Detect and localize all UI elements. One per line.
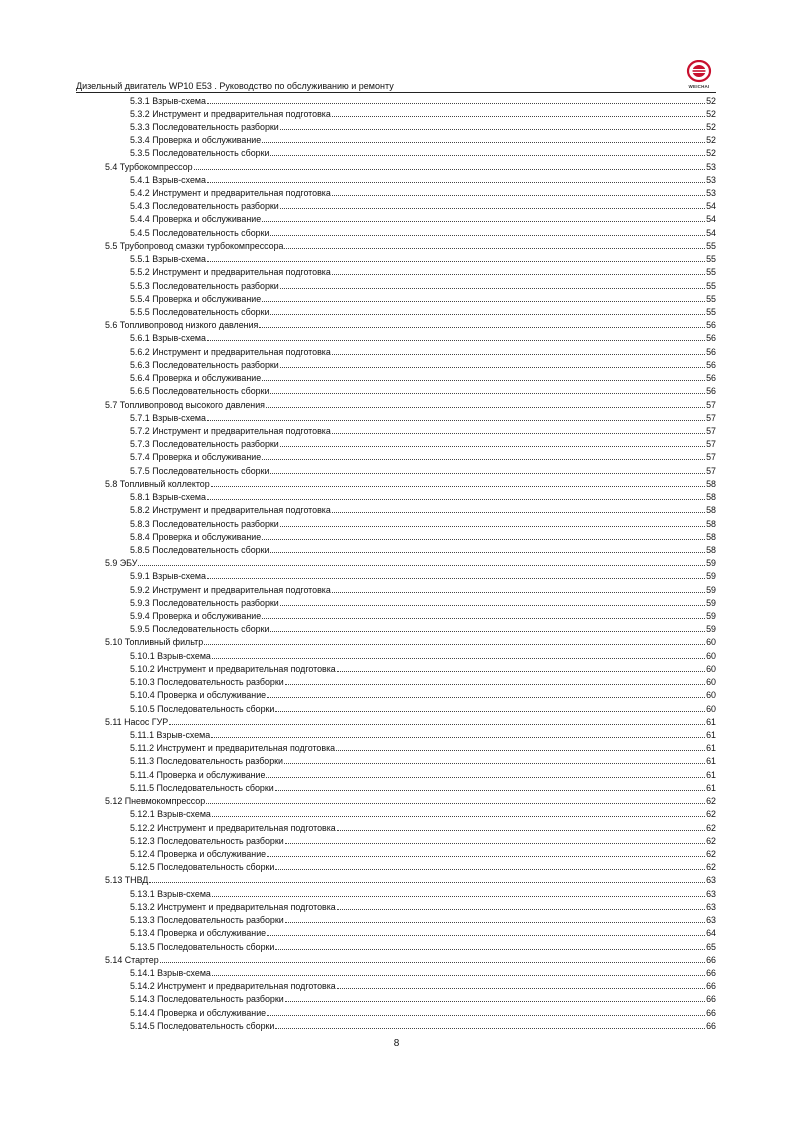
toc-entry-page: 60	[706, 703, 716, 714]
toc-subsection-entry[interactable]	[105, 888, 716, 901]
toc-subsection-entry[interactable]	[105, 280, 716, 293]
toc-entry-page: 52	[706, 95, 716, 106]
toc-section-entry[interactable]	[105, 716, 716, 729]
toc-entry-label: 5.12.2 Инструмент и предварительная подготовка	[130, 822, 336, 833]
toc-dot-leader	[267, 927, 705, 936]
toc-entry-page: 56	[706, 333, 716, 344]
toc-dot-leader	[285, 835, 705, 844]
toc-dot-leader	[280, 280, 705, 289]
toc-entry-page: 59	[706, 558, 716, 569]
toc-dot-leader	[275, 782, 705, 791]
toc-entry-label: 5.11 Насос ГУР	[105, 716, 169, 727]
toc-dot-leader	[194, 161, 706, 170]
toc-dot-leader	[262, 372, 705, 381]
toc-entry-page: 54	[706, 227, 716, 238]
toc-entry-page: 52	[706, 148, 716, 159]
toc-entry-label: 5.3.4 Проверка и обслуживание	[130, 135, 262, 146]
toc-entry-page: 59	[706, 571, 716, 582]
toc-entry-page: 66	[706, 967, 716, 978]
toc-subsection-entry[interactable]	[105, 385, 716, 398]
toc-entry-label: 5.11.2 Инструмент и предварительная подготовка	[130, 743, 336, 754]
toc-subsection-entry[interactable]	[105, 227, 716, 240]
toc-entry-page: 61	[706, 782, 716, 793]
toc-entry-label: 5.13.3 Последовательность разборки	[130, 915, 284, 926]
toc-dot-leader	[207, 174, 705, 183]
toc-entry-label: 5.14.4 Проверка и обслуживание	[130, 1007, 267, 1018]
toc-entry-page: 53	[706, 188, 716, 199]
toc-section-entry[interactable]	[105, 557, 716, 570]
toc-entry-page: 58	[706, 518, 716, 529]
toc-subsection-entry[interactable]	[105, 451, 716, 464]
toc-subsection-entry[interactable]	[105, 663, 716, 676]
document-title: Дизельный двигатель WP10 E53 . Руководство по обслуживанию и ремонту	[76, 81, 394, 91]
toc-entry-label: 5.7.4 Проверка и обслуживание	[130, 452, 262, 463]
toc-dot-leader	[285, 914, 705, 923]
toc-dot-leader	[332, 187, 705, 196]
toc-dot-leader	[284, 240, 705, 249]
toc-dot-leader	[280, 359, 705, 368]
toc-entry-page: 53	[706, 174, 716, 185]
toc-entry-label: 5.5.2 Инструмент и предварительная подготовка	[130, 267, 331, 278]
toc-dot-leader	[337, 822, 705, 831]
toc-dot-leader	[262, 134, 705, 143]
toc-dot-leader	[332, 346, 705, 355]
toc-entry-label: 5.10.3 Последовательность разборки	[130, 677, 284, 688]
toc-dot-leader	[275, 703, 705, 712]
toc-entry-label: 5.5.4 Проверка и обслуживание	[130, 293, 262, 304]
toc-subsection-entry[interactable]	[105, 623, 716, 636]
toc-section-entry[interactable]	[105, 478, 716, 491]
toc-section-entry[interactable]	[105, 874, 716, 887]
toc-dot-leader	[270, 385, 705, 394]
page-number: 8	[393, 1038, 400, 1049]
toc-entry-label: 5.13.4 Проверка и обслуживание	[130, 928, 267, 939]
toc-dot-leader	[212, 650, 705, 659]
toc-subsection-entry[interactable]	[105, 95, 716, 108]
toc-entry-page: 60	[706, 690, 716, 701]
toc-dot-leader	[332, 504, 705, 513]
toc-entry-page: 57	[706, 439, 716, 450]
toc-subsection-entry[interactable]	[105, 531, 716, 544]
toc-subsection-entry[interactable]	[105, 927, 716, 940]
toc-section-entry[interactable]	[105, 954, 716, 967]
toc-entry-page: 59	[706, 624, 716, 635]
toc-subsection-entry[interactable]	[105, 755, 716, 768]
toc-entry-page: 63	[706, 888, 716, 899]
toc-dot-leader	[212, 888, 705, 897]
toc-entry-label: 5.14.3 Последовательность разборки	[130, 994, 284, 1005]
toc-subsection-entry[interactable]	[105, 848, 716, 861]
toc-subsection-entry[interactable]	[105, 372, 716, 385]
toc-dot-leader	[207, 570, 705, 579]
toc-section-entry[interactable]	[105, 636, 716, 649]
toc-dot-leader	[284, 755, 705, 764]
toc-entry-page: 57	[706, 412, 716, 423]
toc-subsection-entry[interactable]	[105, 570, 716, 583]
toc-entry-page: 62	[706, 862, 716, 873]
toc-subsection-entry[interactable]	[105, 610, 716, 623]
toc-subsection-entry[interactable]	[105, 306, 716, 319]
toc-subsection-entry[interactable]	[105, 742, 716, 755]
toc-entry-label: 5.11.5 Последовательность сборки	[130, 782, 274, 793]
toc-subsection-entry[interactable]	[105, 266, 716, 279]
toc-entry-page: 57	[706, 452, 716, 463]
toc-dot-leader	[262, 531, 705, 540]
toc-subsection-entry[interactable]	[105, 359, 716, 372]
toc-entry-label: 5.9.1 Взрыв-схема	[130, 571, 206, 582]
toc-dot-leader	[266, 399, 705, 408]
logo-mark-icon	[684, 60, 714, 84]
toc-dot-leader	[332, 584, 705, 593]
toc-entry-page: 55	[706, 280, 716, 291]
toc-subsection-entry[interactable]	[105, 425, 716, 438]
toc-entry-page: 57	[706, 425, 716, 436]
toc-entry-page: 56	[706, 386, 716, 397]
toc-entry-page: 58	[706, 544, 716, 555]
toc-dot-leader	[332, 425, 705, 434]
toc-entry-page: 55	[706, 293, 716, 304]
toc-dot-leader	[280, 200, 705, 209]
toc-entry-page: 66	[706, 981, 716, 992]
toc-subsection-entry[interactable]	[105, 108, 716, 121]
toc-entry-label: 5.6.4 Проверка и обслуживание	[130, 373, 262, 384]
toc-dot-leader	[270, 623, 705, 632]
toc-subsection-entry[interactable]	[105, 729, 716, 742]
toc-subsection-entry[interactable]	[105, 187, 716, 200]
toc-entry-page: 60	[706, 677, 716, 688]
toc-entry-label: 5.11.1 Взрыв-схема	[130, 730, 211, 740]
toc-subsection-entry[interactable]	[105, 584, 716, 597]
toc-entry-label: 5.6.2 Инструмент и предварительная подготовка	[130, 346, 331, 357]
toc-entry-label: 5.6.3 Последовательность разборки	[130, 359, 279, 370]
toc-entry-page: 65	[706, 941, 716, 952]
table-of-contents	[105, 95, 716, 1034]
toc-subsection-entry[interactable]	[105, 465, 716, 478]
toc-entry-label: 5.12.3 Последовательность разборки	[130, 835, 284, 846]
toc-dot-leader	[207, 332, 705, 341]
toc-dot-leader	[285, 993, 705, 1002]
toc-entry-page: 55	[706, 307, 716, 317]
toc-entry-label: 5.10 Топливный фильтр	[105, 637, 204, 648]
toc-subsection-entry[interactable]	[105, 1020, 716, 1033]
toc-entry-page: 62	[706, 848, 716, 859]
toc-entry-label: 5.8.1 Взрыв-схема	[130, 492, 206, 503]
toc-subsection-entry[interactable]	[105, 121, 716, 134]
toc-subsection-entry[interactable]	[105, 253, 716, 266]
toc-entry-page: 60	[706, 637, 716, 648]
toc-entry-label: 5.7.5 Последовательность сборки	[130, 465, 270, 476]
toc-entry-page: 55	[706, 254, 716, 265]
toc-dot-leader	[332, 108, 705, 117]
toc-subsection-entry[interactable]	[105, 147, 716, 160]
toc-entry-label: 5.10.4 Проверка и обслуживание	[130, 690, 267, 701]
toc-dot-leader	[149, 874, 705, 883]
toc-subsection-entry[interactable]	[105, 332, 716, 345]
toc-entry-label: 5.12.4 Проверка и обслуживание	[130, 848, 267, 859]
toc-dot-leader	[270, 544, 705, 553]
toc-dot-leader	[337, 663, 705, 672]
toc-entry-page: 61	[706, 769, 716, 780]
toc-entry-label: 5.14.1 Взрыв-схема	[130, 967, 211, 978]
toc-dot-leader	[138, 557, 705, 566]
toc-subsection-entry[interactable]	[105, 412, 716, 425]
toc-entry-page: 59	[706, 597, 716, 608]
toc-subsection-entry[interactable]	[105, 650, 716, 663]
toc-dot-leader	[212, 808, 705, 817]
toc-entry-page: 63	[706, 901, 716, 912]
toc-subsection-entry[interactable]	[105, 346, 716, 359]
toc-entry-label: 5.4.4 Проверка и обслуживание	[130, 214, 262, 225]
toc-entry-label: 5.14.5 Последовательность сборки	[130, 1020, 275, 1031]
toc-dot-leader	[280, 518, 705, 527]
toc-entry-label: 5.3.2 Инструмент и предварительная подготовка	[130, 108, 331, 119]
toc-dot-leader	[267, 848, 705, 857]
toc-entry-label: 5.13.2 Инструмент и предварительная подготовка	[130, 901, 336, 912]
toc-entry-page: 62	[706, 822, 716, 833]
toc-entry-label: 5.12.5 Последовательность сборки	[130, 862, 275, 873]
toc-subsection-entry[interactable]	[105, 293, 716, 306]
toc-dot-leader	[267, 689, 705, 698]
toc-entry-page: 61	[706, 716, 716, 727]
toc-entry-page: 57	[706, 399, 716, 410]
toc-entry-page: 59	[706, 611, 716, 622]
toc-dot-leader	[206, 795, 705, 804]
toc-dot-leader	[337, 901, 705, 910]
toc-subsection-entry[interactable]	[105, 769, 716, 782]
toc-subsection-entry[interactable]	[105, 703, 716, 716]
page-header	[76, 60, 716, 93]
toc-entry-page: 55	[706, 240, 716, 251]
toc-dot-leader	[207, 95, 705, 104]
toc-subsection-entry[interactable]	[105, 941, 716, 954]
toc-entry-page: 55	[706, 267, 716, 278]
toc-dot-leader	[262, 451, 705, 460]
toc-dot-leader	[262, 610, 705, 619]
toc-dot-leader	[169, 716, 705, 725]
toc-entry-page: 52	[706, 135, 716, 146]
toc-entry-page: 62	[706, 835, 716, 846]
toc-section-entry[interactable]	[105, 795, 716, 808]
toc-subsection-entry[interactable]	[105, 980, 716, 993]
toc-entry-label: 5.14 Стартер	[105, 954, 159, 965]
toc-dot-leader	[211, 729, 705, 738]
toc-dot-leader	[270, 465, 705, 474]
toc-subsection-entry[interactable]	[105, 822, 716, 835]
toc-entry-label: 5.8 Топливный коллектор	[105, 478, 210, 489]
toc-dot-leader	[275, 1020, 705, 1029]
toc-subsection-entry[interactable]	[105, 491, 716, 504]
toc-subsection-entry[interactable]	[105, 597, 716, 610]
toc-subsection-entry[interactable]	[105, 967, 716, 980]
toc-entry-label: 5.5.3 Последовательность разборки	[130, 280, 279, 291]
toc-subsection-entry[interactable]	[105, 504, 716, 517]
toc-subsection-entry[interactable]	[105, 782, 716, 795]
toc-entry-label: 5.13.1 Взрыв-схема	[130, 888, 211, 899]
toc-entry-label: 5.13 ТНВД	[105, 875, 149, 886]
toc-entry-page: 54	[706, 214, 716, 225]
toc-entry-label: 5.4.5 Последовательность сборки	[130, 227, 270, 238]
toc-entry-label: 5.9.5 Последовательность сборки	[130, 624, 270, 635]
toc-entry-page: 62	[706, 796, 716, 807]
toc-subsection-entry[interactable]	[105, 174, 716, 187]
toc-entry-page: 64	[706, 928, 716, 939]
toc-entry-label: 5.7.3 Последовательность разборки	[130, 439, 279, 450]
toc-entry-label: 5.8.2 Инструмент и предварительная подготовка	[130, 505, 331, 516]
toc-entry-label: 5.7 Топливопровод высокого давления	[105, 399, 265, 410]
toc-dot-leader	[207, 412, 705, 421]
toc-entry-label: 5.9 ЭБУ	[105, 558, 138, 569]
toc-entry-label: 5.9.4 Проверка и обслуживание	[130, 611, 262, 622]
toc-entry-page: 61	[706, 730, 716, 740]
toc-entry-page: 54	[706, 201, 716, 212]
toc-section-entry[interactable]	[105, 319, 716, 332]
toc-entry-page: 58	[706, 505, 716, 516]
toc-entry-label: 5.6.5 Последовательность сборки	[130, 386, 270, 397]
toc-entry-page: 58	[706, 492, 716, 503]
toc-entry-label: 5.3.5 Последовательность сборки	[130, 148, 270, 159]
toc-entry-label: 5.5.1 Взрыв-схема	[130, 254, 206, 265]
toc-dot-leader	[204, 636, 705, 645]
toc-dot-leader	[280, 597, 705, 606]
toc-entry-label: 5.14.2 Инструмент и предварительная подготовка	[130, 981, 336, 992]
toc-dot-leader	[211, 478, 705, 487]
toc-entry-label: 5.9.3 Последовательность разборки	[130, 597, 279, 608]
toc-subsection-entry[interactable]	[105, 861, 716, 874]
toc-subsection-entry[interactable]	[105, 901, 716, 914]
toc-entry-label: 5.8.4 Проверка и обслуживание	[130, 531, 262, 542]
toc-entry-page: 52	[706, 121, 716, 132]
toc-entry-page: 62	[706, 809, 716, 820]
toc-subsection-entry[interactable]	[105, 914, 716, 927]
toc-dot-leader	[285, 676, 705, 685]
toc-entry-label: 5.6 Топливопровод низкого давления	[105, 320, 259, 331]
toc-entry-label: 5.5 Трубопровод смазки турбокомпрессора	[105, 240, 284, 251]
toc-entry-label: 5.4 Турбокомпрессор	[105, 161, 193, 172]
toc-entry-label: 5.13.5 Последовательность сборки	[130, 941, 275, 952]
toc-entry-page: 58	[706, 478, 716, 489]
toc-dot-leader	[207, 491, 705, 500]
toc-entry-page: 66	[706, 1020, 716, 1031]
toc-entry-label: 5.4.1 Взрыв-схема	[130, 174, 206, 185]
toc-entry-label: 5.12 Пневмокомпрессор	[105, 796, 206, 807]
toc-dot-leader	[262, 213, 705, 222]
toc-dot-leader	[262, 293, 705, 302]
toc-dot-leader	[270, 306, 705, 315]
toc-dot-leader	[270, 227, 705, 236]
toc-dot-leader	[270, 147, 705, 156]
toc-entry-page: 66	[706, 954, 716, 965]
toc-entry-page: 56	[706, 359, 716, 370]
toc-subsection-entry[interactable]	[105, 438, 716, 451]
toc-dot-leader	[280, 438, 705, 447]
toc-subsection-entry[interactable]	[105, 544, 716, 557]
toc-dot-leader	[280, 121, 705, 130]
toc-entry-label: 5.3.1 Взрыв-схема	[130, 95, 206, 106]
toc-dot-leader	[212, 967, 705, 976]
toc-subsection-entry[interactable]	[105, 808, 716, 821]
toc-subsection-entry[interactable]	[105, 213, 716, 226]
toc-entry-label: 5.4.3 Последовательность разборки	[130, 201, 279, 212]
toc-entry-label: 5.3.3 Последовательность разборки	[130, 121, 279, 132]
toc-dot-leader	[332, 266, 705, 275]
toc-entry-label: 5.6.1 Взрыв-схема	[130, 333, 206, 344]
toc-entry-page: 52	[706, 108, 716, 119]
toc-entry-page: 60	[706, 650, 716, 661]
toc-entry-page: 56	[706, 373, 716, 384]
toc-dot-leader	[266, 769, 705, 778]
toc-entry-label: 5.7.2 Инструмент и предварительная подготовка	[130, 425, 331, 436]
toc-entry-page: 61	[706, 756, 716, 767]
toc-section-entry[interactable]	[105, 240, 716, 253]
toc-dot-leader	[160, 954, 705, 963]
toc-entry-page: 59	[706, 584, 716, 595]
toc-entry-page: 66	[706, 1007, 716, 1018]
toc-entry-page: 66	[706, 994, 716, 1005]
toc-entry-label: 5.10.2 Инструмент и предварительная подготовка	[130, 663, 336, 674]
toc-entry-page: 56	[706, 346, 716, 357]
toc-subsection-entry[interactable]	[105, 676, 716, 689]
toc-entry-page: 63	[706, 915, 716, 926]
toc-section-entry[interactable]	[105, 399, 716, 412]
toc-dot-leader	[336, 742, 705, 751]
toc-subsection-entry[interactable]	[105, 835, 716, 848]
toc-subsection-entry[interactable]	[105, 689, 716, 702]
toc-entry-label: 5.10.5 Последовательность сборки	[130, 703, 275, 714]
toc-entry-label: 5.11.3 Последовательность разборки	[130, 756, 283, 767]
toc-entry-label: 5.10.1 Взрыв-схема	[130, 650, 211, 661]
toc-subsection-entry[interactable]	[105, 200, 716, 213]
toc-entry-label: 5.8.3 Последовательность разборки	[130, 518, 279, 529]
toc-subsection-entry[interactable]	[105, 993, 716, 1006]
logo-wordmark: WEICHAI	[688, 84, 710, 89]
toc-entry-page: 57	[706, 465, 716, 476]
toc-dot-leader	[337, 980, 705, 989]
toc-entry-label: 5.12.1 Взрыв-схема	[130, 809, 211, 820]
toc-subsection-entry[interactable]	[105, 1007, 716, 1020]
toc-entry-label: 5.11.4 Проверка и обслуживание	[130, 769, 266, 780]
toc-entry-page: 60	[706, 663, 716, 674]
toc-entry-page: 61	[706, 743, 716, 754]
toc-entry-label: 5.7.1 Взрыв-схема	[130, 412, 206, 423]
toc-dot-leader	[259, 319, 705, 328]
toc-entry-label: 5.5.5 Последовательность сборки	[130, 307, 270, 317]
toc-subsection-entry[interactable]	[105, 518, 716, 531]
header-divider	[76, 92, 716, 93]
toc-dot-leader	[275, 861, 705, 870]
toc-entry-page: 63	[706, 875, 716, 886]
toc-dot-leader	[267, 1007, 705, 1016]
toc-subsection-entry[interactable]	[105, 134, 716, 147]
toc-dot-leader	[207, 253, 705, 262]
toc-section-entry[interactable]	[105, 161, 716, 174]
toc-entry-page: 56	[706, 320, 716, 331]
toc-entry-label: 5.8.5 Последовательность сборки	[130, 544, 270, 555]
toc-entry-label: 5.4.2 Инструмент и предварительная подготовка	[130, 188, 331, 199]
toc-entry-label: 5.9.2 Инструмент и предварительная подготовка	[130, 584, 331, 595]
toc-entry-page: 58	[706, 531, 716, 542]
toc-entry-page: 53	[706, 161, 716, 172]
toc-dot-leader	[275, 941, 705, 950]
